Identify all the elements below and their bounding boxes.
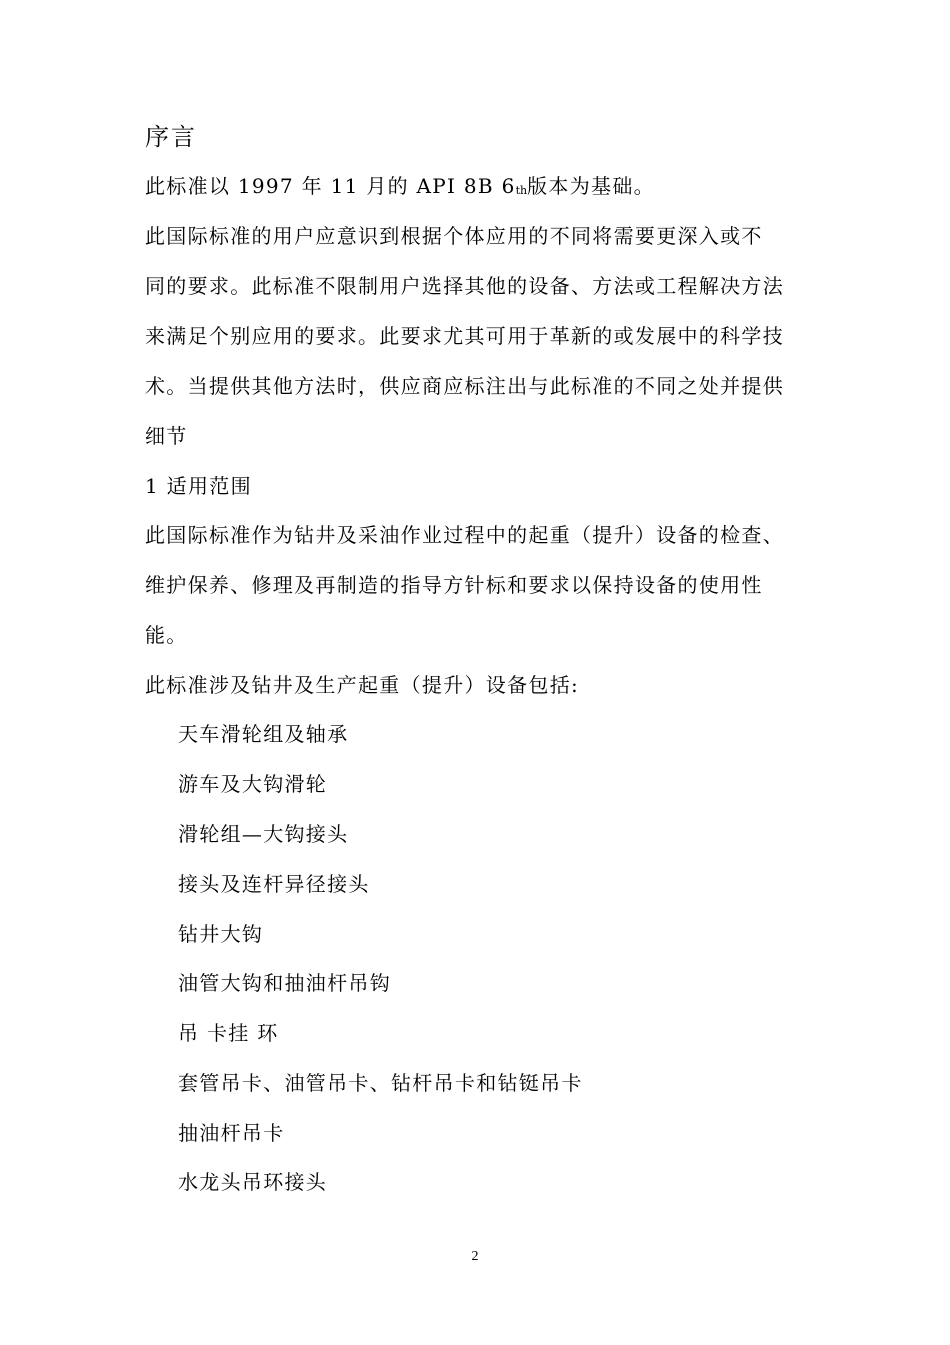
- list-item: 套管吊卡、油管吊卡、钻杆吊卡和钻铤吊卡: [178, 1071, 583, 1095]
- page-number: 2: [471, 1249, 479, 1264]
- base-version-prefix: 此标准以 1997 年 11 月的 API 8B 6: [145, 174, 516, 198]
- base-version-line: [145, 173, 655, 204]
- preface-paragraph-line: 术。当提供其他方法时，供应商应标注出与此标准的不同之处并提供: [145, 374, 784, 398]
- list-item: 游车及大钩滑轮: [178, 772, 328, 796]
- list-item: 吊 卡挂 环: [178, 1021, 279, 1045]
- list-item: 钻井大钩: [178, 922, 264, 946]
- base-version-suffix: 版本为基础。: [527, 174, 655, 198]
- list-item: 滑轮组—大钩接头: [178, 822, 349, 846]
- list-item: 油管大钩和抽油杆吊钩: [178, 971, 391, 995]
- scope-heading: 1 适用范围: [145, 474, 252, 498]
- edition-superscript: th: [515, 184, 528, 197]
- scope-intro: 此标准涉及钻井及生产起重（提升）设备包括:: [145, 673, 580, 697]
- preface-paragraph-line: 细节: [145, 424, 188, 448]
- scope-paragraph-line: 维护保养、修理及再制造的指导方针标和要求以保持设备的使用性: [145, 573, 763, 597]
- preface-paragraph-line: 来满足个别应用的要求。此要求尤其可用于革新的或发展中的科学技: [145, 324, 784, 348]
- preface-paragraph-line: 此国际标准的用户应意识到根据个体应用的不同将需要更深入或不: [145, 224, 763, 248]
- list-item: 水龙头吊环接头: [178, 1170, 328, 1194]
- scope-paragraph-line: 能。: [145, 623, 188, 647]
- scope-paragraph-line: 此国际标准作为钻井及采油作业过程中的起重（提升）设备的检查、: [145, 523, 784, 547]
- list-item: 天车滑轮组及轴承: [178, 722, 349, 746]
- preface-title: 序言: [145, 123, 197, 151]
- list-item: 抽油杆吊卡: [178, 1121, 285, 1145]
- preface-paragraph-line: 同的要求。此标准不限制用户选择其他的设备、方法或工程解决方法: [145, 274, 784, 298]
- list-item: 接头及连杆异径接头: [178, 872, 370, 896]
